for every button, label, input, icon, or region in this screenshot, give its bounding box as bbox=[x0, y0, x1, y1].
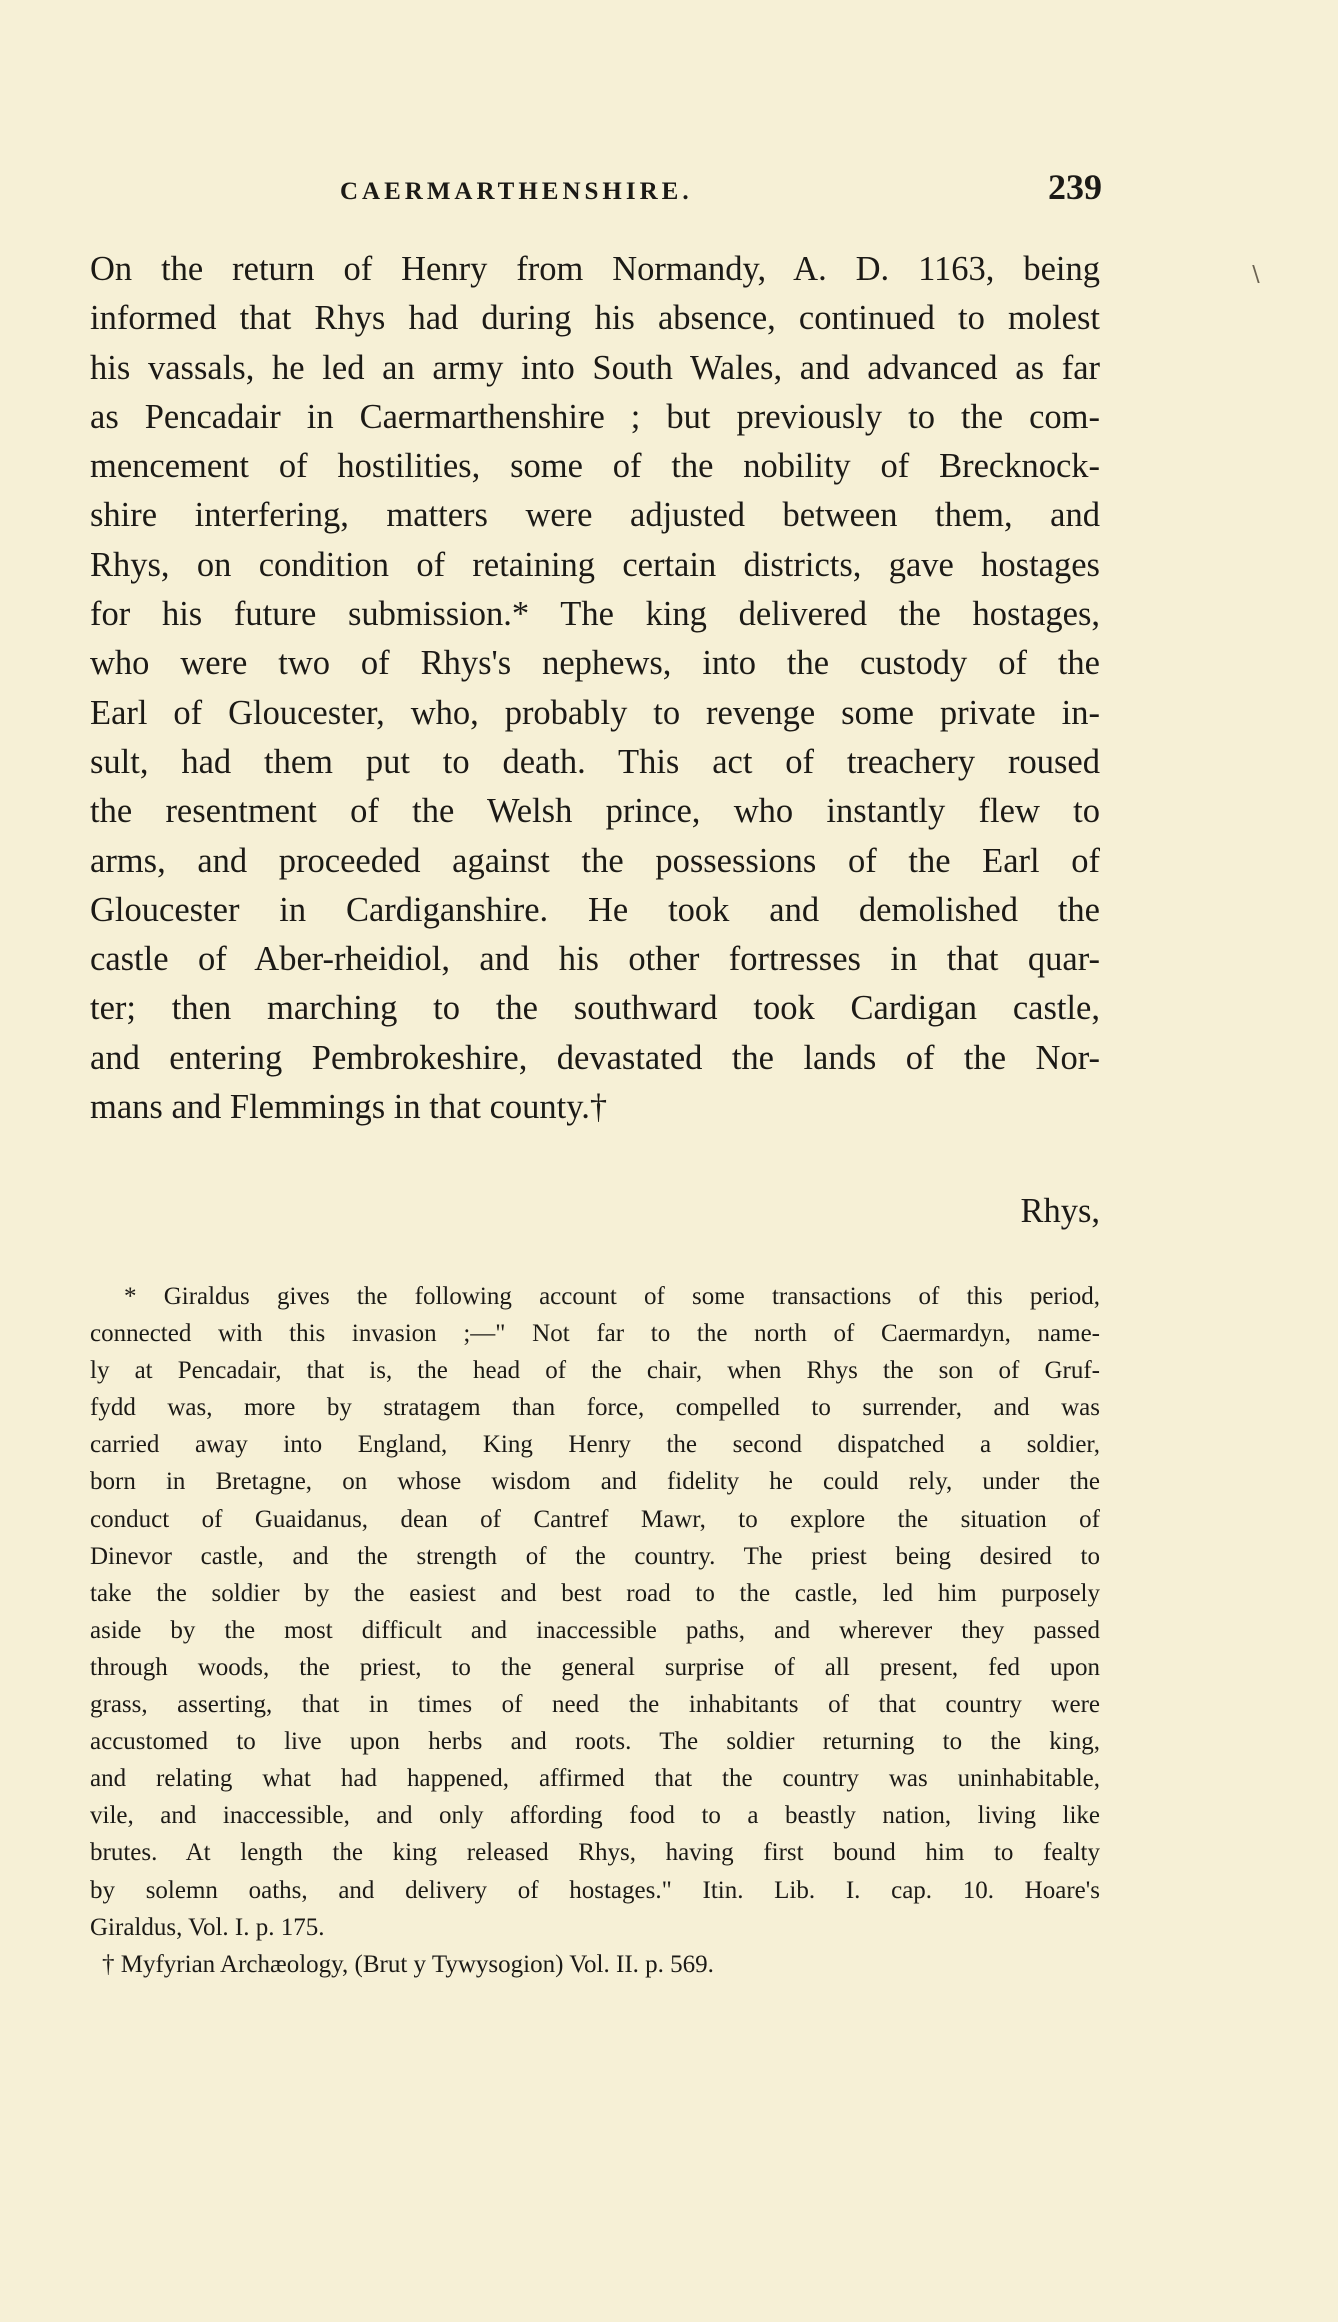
text-line: Earl of Gloucester, who, probably to revenge some private in- bbox=[90, 693, 1100, 732]
footnote-line: and relating what had happened, affirmed that the country was uninhabitable, bbox=[90, 1765, 1100, 1793]
text-line: mans and Flemmings in that county.† bbox=[90, 1088, 608, 1127]
text-line: mencement of hostilities, some of the nobility of Brecknock- bbox=[90, 447, 1100, 486]
text-line: who were two of Rhys's nephews, into the custody of the bbox=[90, 644, 1100, 683]
footnote-line: grass, asserting, that in times of need the inhabitants of that country were bbox=[90, 1691, 1100, 1719]
footnote-line: carried away into England, King Henry the second dispatched a soldier, bbox=[90, 1431, 1100, 1459]
text-line: and entering Pembrokeshire, devastated the lands of the Nor- bbox=[90, 1038, 1100, 1077]
text-line: arms, and proceeded against the possessions of the Earl of bbox=[90, 841, 1100, 880]
footnote-line: aside by the most difficult and inaccessible paths, and wherever they passed bbox=[90, 1616, 1100, 1644]
footnote-line: fydd was, more by stratagem than force, compelled to surrender, and was bbox=[90, 1394, 1100, 1422]
footnote-line: * Giraldus gives the following account of some transactions of this period, bbox=[124, 1283, 1100, 1310]
footnote-line: Giraldus, Vol. I. p. 175. bbox=[90, 1913, 325, 1941]
catchword: Rhys, bbox=[1020, 1192, 1100, 1230]
text-line: Gloucester in Cardiganshire. He took and demolished the bbox=[90, 890, 1100, 929]
margin-mark: ∖ bbox=[1248, 262, 1263, 287]
footnote-line: Dinevor castle, and the strength of the country. The priest being desired to bbox=[90, 1542, 1100, 1570]
text-line: informed that Rhys had during his absence, continued to molest bbox=[90, 299, 1100, 338]
main-paragraph bbox=[90, 245, 1100, 1132]
running-title: CAERMARTHENSHIRE. bbox=[340, 178, 693, 205]
text-line: sult, had them put to death. This act of treachery roused bbox=[90, 742, 1100, 781]
footnote-line: connected with this invasion ;—" Not far to the north of Caermardyn, name- bbox=[90, 1320, 1100, 1348]
footnote-line: by solemn oaths, and delivery of hostages." Itin. Lib. I. cap. 10. Hoare's bbox=[90, 1876, 1100, 1904]
text-line: for his future submission.* The king delivered the hostages, bbox=[90, 595, 1100, 634]
footnote-line: through woods, the priest, to the general surprise of all present, fed upon bbox=[90, 1653, 1100, 1681]
footnote-line: vile, and inaccessible, and only affording food to a beastly nation, living like bbox=[90, 1802, 1100, 1830]
footnote-dagger: † Myfyrian Archæology, (Brut y Tywysogion) Vol. II. p. 569. bbox=[102, 1950, 714, 1978]
footnote-line: ly at Pencadair, that is, the head of the chair, when Rhys the son of Gruf- bbox=[90, 1357, 1100, 1385]
footnote-line: conduct of Guaidanus, dean of Cantref Mawr, to explore the situation of bbox=[90, 1505, 1100, 1533]
page-number: 239 bbox=[1048, 167, 1102, 207]
text-line: as Pencadair in Caermarthenshire ; but previously to the com- bbox=[90, 397, 1100, 436]
footnotes bbox=[90, 1278, 1100, 1983]
text-line: Rhys, on condition of retaining certain districts, gave hostages bbox=[90, 545, 1100, 584]
text-line: his vassals, he led an army into South Wales, and advanced as far bbox=[90, 348, 1100, 387]
text-line: the resentment of the Welsh prince, who instantly flew to bbox=[90, 792, 1100, 831]
text-line: ter; then marching to the southward took Cardigan castle, bbox=[90, 989, 1100, 1028]
footnote-line: accustomed to live upon herbs and roots. The soldier returning to the king, bbox=[90, 1728, 1100, 1756]
footnote-line: born in Bretagne, on whose wisdom and fidelity he could rely, under the bbox=[90, 1468, 1100, 1496]
footnote-line: brutes. At length the king released Rhys, having first bound him to fealty bbox=[90, 1839, 1100, 1867]
text-line: shire interfering, matters were adjusted between them, and bbox=[90, 496, 1100, 535]
running-head bbox=[90, 167, 1102, 212]
text-line: castle of Aber-rheidiol, and his other fortresses in that quar- bbox=[90, 940, 1100, 979]
text-line: On the return of Henry from Normandy, A. D. 1163, being bbox=[90, 250, 1100, 288]
footnote-line: take the soldier by the easiest and best road to the castle, led him purposely bbox=[90, 1579, 1100, 1607]
